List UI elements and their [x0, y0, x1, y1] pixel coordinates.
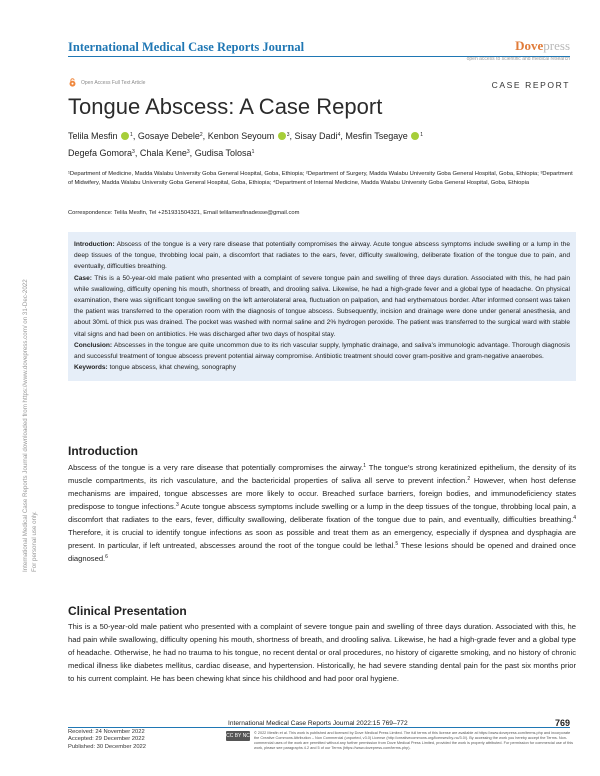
footer-citation: International Medical Case Reports Journal 2022:15 769–772	[228, 720, 408, 727]
author-line-2: Degefa Gomora$^3$, Chala Kene$^3$, Gudisa Tolosa$^1$	[68, 148, 255, 158]
publication-dates	[68, 729, 146, 751]
abstract-introduction	[74, 239, 570, 273]
citation-ref[interactable]: 4	[573, 515, 576, 521]
footer-divider	[68, 727, 570, 728]
author-name: Kenbon Seyoum	[207, 131, 275, 141]
correspondence[interactable]: Correspondence: Telila Mesfin, Tel +251931504321, Email telilamesfinadesse@gmail.com	[68, 210, 300, 216]
citation-ref[interactable]: 3	[175, 502, 179, 508]
abstract-conclusion-text: Abscesses in the tongue are quite uncommon due to its rich vascular supply, lymphatic drainage, and saliva’s immunologic advantage. Thorough diagnosis and successful treatment of tongue abscess prevent potential airway compromise. Antibiotic treatment should cover gram-positive and gram-negative anaerobes.	[74, 341, 570, 361]
abstract-case-label: Case:	[74, 274, 92, 282]
affiliation-ref: 2	[199, 132, 203, 138]
author-name: Gudisa Tolosa	[194, 148, 252, 158]
received-date: Received: 24 November 2022	[68, 729, 145, 735]
publisher-logo[interactable]	[467, 38, 570, 62]
author-name: Chala Kene	[139, 148, 187, 158]
abstract-keywords-label: Keywords:	[74, 364, 108, 372]
intro-sentence: Acute tongue abscess symptoms include swelling or a lump in the deep tissues of the tongue, throbbing local pain, a discomfort that radiates to the ears, fever, difficulty swallowing, deliberate fixation of the tongue due to pain, and eventually, difficulties breathing.	[68, 502, 576, 524]
author[interactable]	[138, 131, 203, 141]
author[interactable]	[345, 131, 423, 141]
author-name: Telila Mesfin	[68, 131, 118, 141]
intro-sentence: Therefore, it is crucial to identify tongue infections as soon as possible and treat them as an emergency, especially if dyspnea and dysphagia are present. In particular, if left untreated, abscesses around the root of the tongue could be lethal.	[68, 528, 576, 550]
affiliation-ref: 3	[186, 149, 190, 155]
citation-ref[interactable]: 5	[395, 541, 399, 547]
author[interactable]	[140, 148, 190, 158]
author-name: Mesfin Tsegaye	[345, 131, 408, 141]
page-number: 769	[554, 718, 570, 728]
intro-sentence: These lesions should be opened and drained once diagnosed.	[68, 541, 576, 563]
author[interactable]	[208, 131, 290, 141]
author-line-1: Telila Mesfin $^1$, Gosaye Debele$^2$, Kenbon Seyoum $^3$, Sisay Dadi$^4$, Mesfin Tsegaye $^1$	[68, 131, 424, 141]
affiliations: ¹Department of Medicine, Madda Walabu University Goba General Hospital, Goba, Ethiopia; ²Department of Surgery, Madda Walabu University Goba General Hospital, Goba, Ethiopia; ³Department of Midwifery, Madda Walabu University Goba General Hospital, Goba, Ethiopia; ⁴Department of Internal Medicine, Madda Walabu University Goba General Hospital, Goba, Ethiopia	[68, 171, 573, 186]
accepted-date: Accepted: 29 December 2022	[68, 736, 145, 743]
affiliation-ref: 4	[337, 132, 341, 138]
orcid-icon[interactable]	[121, 132, 129, 140]
orcid-icon[interactable]	[411, 132, 419, 140]
abstract-keywords	[74, 362, 570, 373]
brand-tagline: open access to scientific and medical research	[466, 56, 570, 62]
introduction-heading: Introduction	[68, 444, 138, 458]
introduction-text	[68, 461, 576, 565]
abstract-case-text: This is a 50-year-old male patient who presented with a complaint of severe tongue pain and swelling of three days duration. Associated with this, he had pain while swallowing, difficulty opening his mouth, shortness of breath, and drooling saliva. Likewise, he had a high-grade fever and a global type of headache. On physical examination, there was significant tongue swelling on the left anterolateral area, fluctuation on palpation, and had erythematous border. After informed consent was taken the patient was transferred to the operation room with the diagnosis of tongue abscess. Subsequently, incision and drainage were done under general anesthesia, and about 30mL of thick pus was drained. The pocket was washed with normal saline and 2% hydrogen peroxide. The patient was transferred to the surgical ward with stable vital signs and had been on antibiotics. He was discharged after two days of hospital stay.	[74, 274, 570, 338]
license-text: © 2022 Mesfin et al. This work is published and licensed by Dove Medical Press Limited. The full terms of this license are available at https://www.dovepress.com/terms.php and incorporate the Creative Commons Attribution – Non Commercial (unported, v3.0) License (http://creativecommons.org/licenses/by-nc/3.0/). By accessing the work you hereby accept the Terms. Non-commercial uses of the work are permitted without any further permission from Dove Medical Press Limited, provided the work is properly attributed. For permission for commercial use of this work, please see paragraphs 4.2 and 5 of our Terms (https://www.dovepress.com/terms.php).	[254, 731, 574, 750]
affiliation-ref: 3	[286, 132, 290, 138]
citation-ref[interactable]: 2	[467, 476, 471, 482]
published-date: Published: 30 December 2022	[68, 743, 146, 750]
affiliation-ref: 1	[130, 132, 133, 138]
author[interactable]	[295, 131, 341, 141]
author-name: Gosaye Debele	[137, 131, 200, 141]
brand-suffix: press	[543, 38, 570, 53]
intro-sentence: The tongue’s strong keratinized epithelium, the density of its muscle compartments, its rich vasculature, and the bactericidal properties of saliva all serve to prevent infection.	[68, 463, 577, 485]
abstract-box	[68, 232, 576, 381]
orcid-icon[interactable]	[278, 132, 286, 140]
author-name: Sisay Dadi	[294, 131, 338, 141]
abstract-conclusion-label: Conclusion:	[74, 341, 113, 349]
intro-sentence: Abscess of the tongue is a very rare disease that potentially compromises the airway.	[68, 463, 364, 472]
header-divider	[68, 56, 570, 57]
author[interactable]	[68, 148, 135, 158]
download-watermark-line-1: International Medical Case Reports Journal downloaded from https://www.dovepress.com/ on 31-Dec-2022	[22, 279, 29, 572]
abstract-introduction-text: Abscess of the tongue is a very rare disease that potentially compromises the airway. Acute tongue abscess symptoms include swelling or a lump in the deep tissues of the tongue, throbbing local pain, a discomfort that radiates to the ears, fever, difficulty swallowing, deliberate fixation of the tongue due to pain, and eventually, difficulties breathing.	[74, 241, 570, 271]
abstract-introduction-label: Introduction:	[74, 241, 115, 248]
affiliation-ref: 1	[420, 132, 424, 138]
citation-ref[interactable]: 1	[363, 463, 367, 469]
brand-name: Dove	[515, 38, 544, 53]
clinical-presentation-text: This is a 50-year-old male patient who presented with a complaint of severe tongue pain and swelling of three days duration. Associated with this, he had pain while swallowing, difficulty opening his mouth, shortness of breath, and drooling saliva. Likewise, he had a high-grade fever and a global type of headache. Otherwise, he had no trauma to his tongue, no recent dental or oral procedures, no history of cigarette smoking, and no history of chronic medical illness like diabetes mellitus, cardiac disease, and hypertension. Historically, he had severe standing dental pain for the past six months prior to his current complaint. He has been chewing khat since his childhood and had poor oral hygiene.	[68, 622, 576, 683]
affiliation-ref: 3	[132, 149, 135, 155]
download-watermark-line-2: For personal use only.	[31, 511, 38, 572]
open-access-label: Open Access Full Text Article	[81, 79, 146, 86]
affiliation-ref: 1	[251, 149, 255, 155]
creative-commons-icon[interactable]: CC BY NC	[226, 733, 250, 739]
journal-title: International Medical Case Reports Journal	[68, 40, 305, 54]
author-name: Degefa Gomora	[68, 148, 133, 158]
citation-ref[interactable]: 6	[105, 554, 108, 560]
clinical-presentation-heading: Clinical Presentation	[68, 604, 187, 618]
download-watermark	[18, 152, 48, 572]
author[interactable]	[68, 131, 133, 141]
open-access-badge	[68, 78, 145, 87]
open-access-lock-icon	[68, 78, 77, 87]
author-list	[68, 128, 568, 162]
abstract-keywords-text: tongue abscess, khat chewing, sonography	[109, 364, 237, 372]
license-block	[226, 731, 574, 751]
article-type: CASE REPORT	[491, 80, 570, 90]
abstract-case	[74, 273, 570, 340]
abstract-conclusion	[74, 340, 570, 362]
intro-sentence: However, when host defense mechanisms are impaired, tongue abscesses are more likely to occur. Breached surface barriers, foreign bodies, and immunodeficiency states predispose to tongue infections.	[68, 476, 576, 511]
author[interactable]	[195, 148, 255, 158]
article-title: Tongue Abscess: A Case Report	[68, 94, 383, 119]
